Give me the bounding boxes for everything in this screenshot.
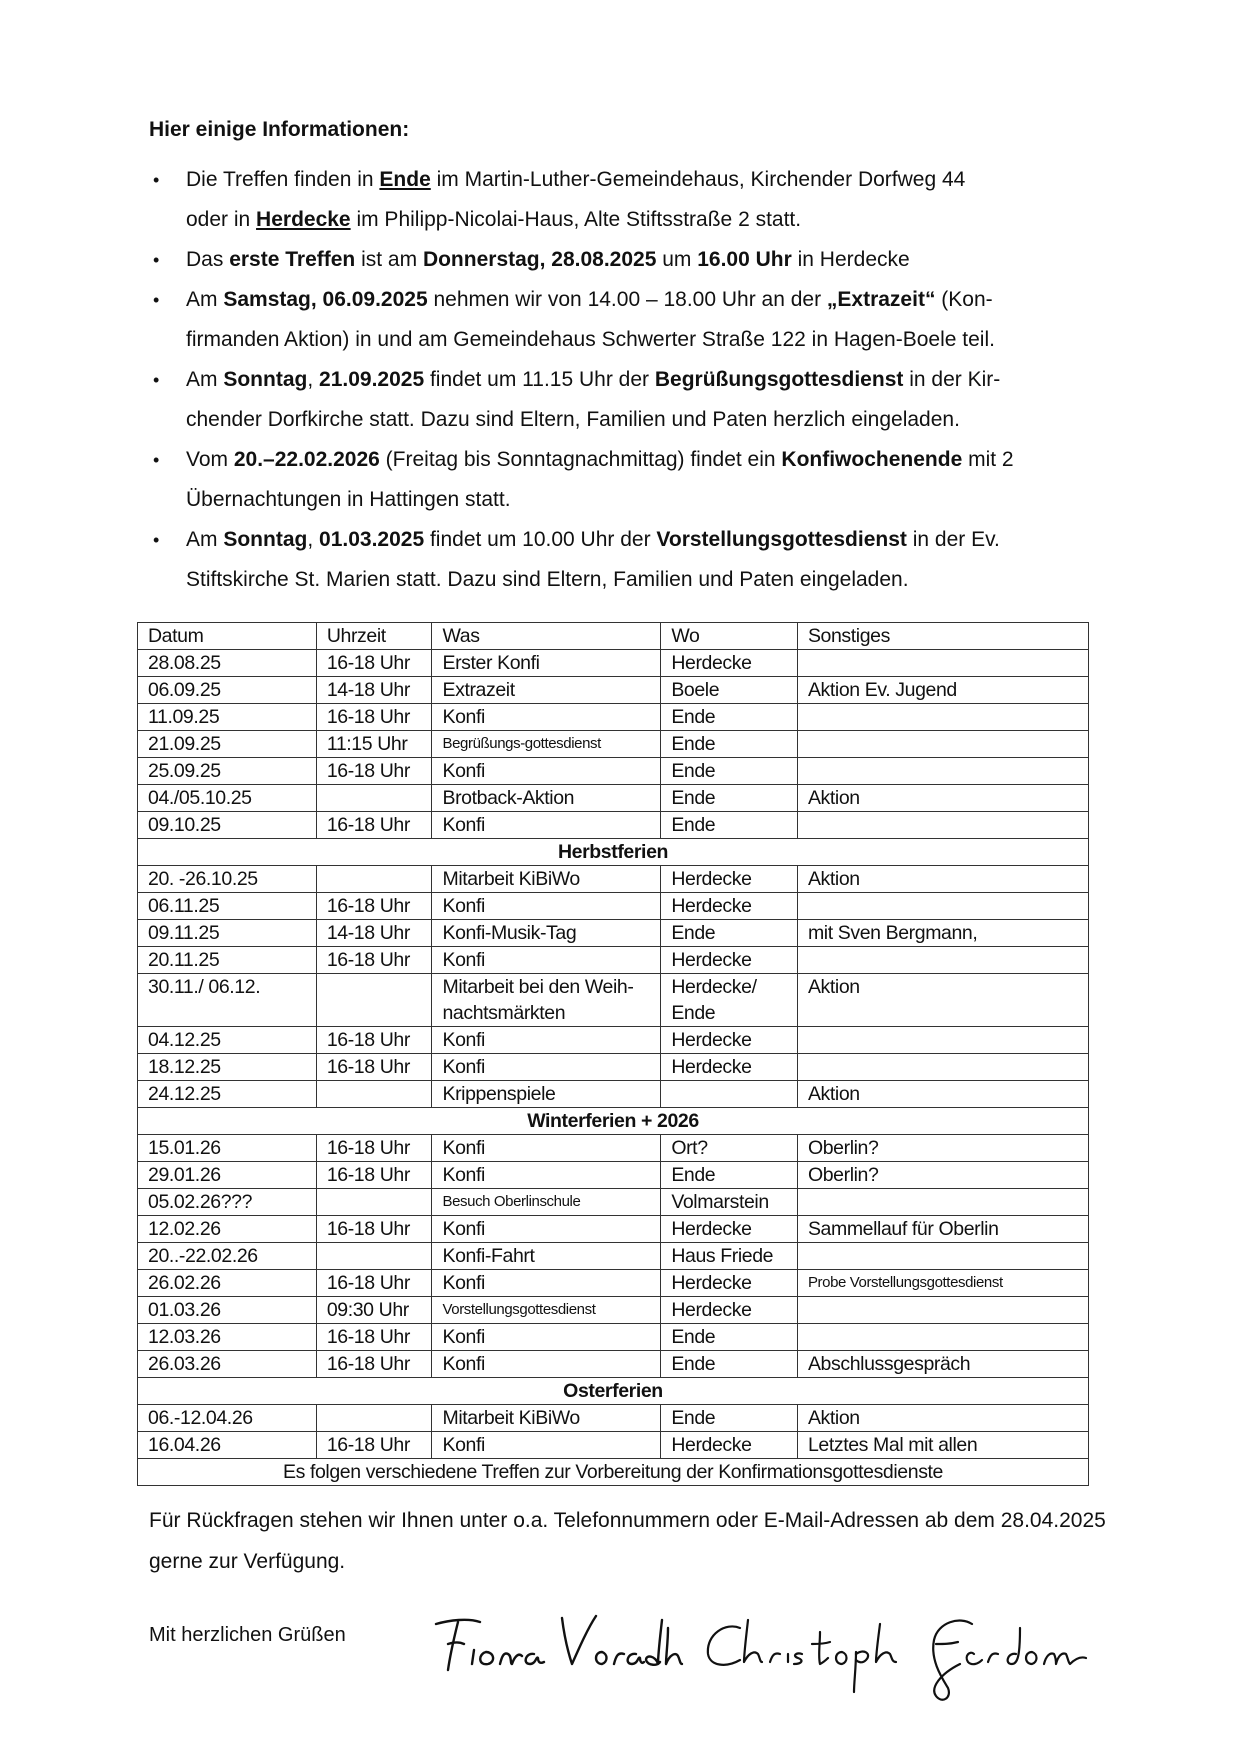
table-body — [138, 650, 1089, 1486]
bullet-bold-text: Donnerstag, 28.08.2025 — [422, 248, 657, 271]
info-bullet-item — [149, 360, 1109, 440]
bullet-text: mit 2 — [962, 448, 1014, 471]
cell-wo: Ende — [661, 1324, 798, 1351]
bullet-bold-text: Samstag, 06.09.2025 — [223, 288, 428, 311]
cell-was: Konfi — [432, 1432, 661, 1459]
cell-wo: Herdecke/ Ende — [661, 974, 798, 1027]
cell-wo: Boele — [661, 677, 798, 704]
cell-sonstiges: Aktion — [797, 866, 1088, 893]
bullet-text: , — [307, 368, 320, 391]
cell-was: Erster Konfi — [432, 650, 661, 677]
cell-sonstiges — [797, 1243, 1088, 1270]
table-section-row — [138, 1378, 1089, 1405]
cell-wo: Ende — [661, 812, 798, 839]
table-row — [138, 1027, 1089, 1054]
cell-datum: 04./05.10.25 — [138, 785, 317, 812]
cell-wo: Herdecke — [661, 1297, 798, 1324]
cell-uhrzeit — [316, 1189, 432, 1216]
cell-was: Brotback-Aktion — [432, 785, 661, 812]
signature-fiona-voradh — [436, 1616, 682, 1670]
bullet-dot-icon: • — [153, 370, 160, 390]
cell-datum: 25.09.25 — [138, 758, 317, 785]
cell-uhrzeit: 11:15 Uhr — [316, 731, 432, 758]
cell-uhrzeit: 16-18 Uhr — [316, 704, 432, 731]
bullet-dot-icon: • — [153, 170, 160, 190]
closing-paragraph: Für Rückfragen stehen wir Ihnen unter o.a. Telefonnummern oder E-Mail-Adressen ab dem 28.04.2025 gerne zur Verfügung. — [149, 1509, 1106, 1573]
cell-was: Konfi — [432, 1351, 661, 1378]
cell-was: Konfi — [432, 1135, 661, 1162]
bullet-bold-text: 01.03.2025 — [319, 528, 425, 551]
cell-datum: 20.11.25 — [138, 947, 317, 974]
cell-wo: Ende — [661, 1162, 798, 1189]
cell-was: Konfi — [432, 758, 661, 785]
cell-uhrzeit — [316, 1405, 432, 1432]
info-bullet-list — [149, 160, 1109, 600]
bullet-text: in der Ev. — [906, 528, 1000, 551]
header-datum: Datum — [138, 623, 317, 650]
cell-wo: Ende — [661, 920, 798, 947]
table-row — [138, 1351, 1089, 1378]
cell-was: Extrazeit — [432, 677, 661, 704]
cell-datum: 26.03.26 — [138, 1351, 317, 1378]
cell-was: Konfi — [432, 947, 661, 974]
cell-datum: 12.03.26 — [138, 1324, 317, 1351]
table-row — [138, 1054, 1089, 1081]
cell-uhrzeit: 16-18 Uhr — [316, 947, 432, 974]
table-row — [138, 785, 1089, 812]
cell-sonstiges — [797, 650, 1088, 677]
bullet-text: Am — [186, 368, 224, 391]
cell-uhrzeit — [316, 974, 432, 1027]
cell-sonstiges: Oberlin? — [797, 1162, 1088, 1189]
cell-sonstiges — [797, 947, 1088, 974]
bullet-dot-icon: • — [153, 530, 160, 550]
cell-wo: Herdecke — [661, 1432, 798, 1459]
schedule-table — [137, 622, 1089, 1486]
info-bullet-item — [149, 520, 1109, 600]
header-sonstiges: Sonstiges — [797, 623, 1088, 650]
cell-sonstiges: Aktion Ev. Jugend — [797, 677, 1088, 704]
table-row — [138, 677, 1089, 704]
bullet-text: findet um 10.00 Uhr der — [424, 528, 657, 551]
cell-uhrzeit: 16-18 Uhr — [316, 1351, 432, 1378]
bullet-text: Das — [186, 248, 230, 271]
cell-was: Konfi — [432, 812, 661, 839]
cell-uhrzeit — [316, 866, 432, 893]
cell-datum: 06.09.25 — [138, 677, 317, 704]
table-row — [138, 1189, 1089, 1216]
bullet-bold-text: Sonntag — [223, 368, 308, 391]
cell-uhrzeit: 16-18 Uhr — [316, 1324, 432, 1351]
bullet-text: Übernachtungen in Hattingen statt. — [186, 488, 511, 511]
bullet-dot-icon: • — [153, 450, 160, 470]
info-bullet-item — [149, 280, 1109, 360]
cell-uhrzeit: 16-18 Uhr — [316, 1432, 432, 1459]
table-row — [138, 1162, 1089, 1189]
section-label: Winterferien + 2026 — [138, 1108, 1089, 1135]
cell-wo: Ende — [661, 758, 798, 785]
table-row — [138, 704, 1089, 731]
cell-wo: Ende — [661, 1351, 798, 1378]
bullet-text: (Kon- — [935, 288, 993, 311]
cell-sonstiges: Aktion — [797, 974, 1088, 1027]
cell-was: Mitarbeit KiBiWo — [432, 1405, 661, 1432]
cell-datum: 05.02.26??? — [138, 1189, 317, 1216]
cell-wo: Herdecke — [661, 1216, 798, 1243]
cell-sonstiges: Aktion — [797, 1081, 1088, 1108]
table-row — [138, 893, 1089, 920]
cell-was: Mitarbeit KiBiWo — [432, 866, 661, 893]
cell-wo: Ende — [661, 704, 798, 731]
cell-sonstiges: Letztes Mal mit allen — [797, 1432, 1088, 1459]
cell-uhrzeit: 16-18 Uhr — [316, 758, 432, 785]
table-footer-note: Es folgen verschiedene Treffen zur Vorbereitung der Konfirmationsgottesdienste — [138, 1459, 1089, 1486]
cell-uhrzeit: 16-18 Uhr — [316, 1027, 432, 1054]
cell-datum: 20..-22.02.26 — [138, 1243, 317, 1270]
cell-datum: 26.02.26 — [138, 1270, 317, 1297]
bullet-text: oder in — [186, 208, 257, 231]
cell-datum: 12.02.26 — [138, 1216, 317, 1243]
cell-sonstiges — [797, 704, 1088, 731]
bullet-bold-text: Vorstellungsgottesdienst — [656, 528, 907, 551]
cell-was: Konfi — [432, 1162, 661, 1189]
cell-sonstiges — [797, 1324, 1088, 1351]
bullet-text: nehmen wir von 14.00 – 18.00 Uhr an der — [427, 288, 827, 311]
cell-uhrzeit: 14-18 Uhr — [316, 677, 432, 704]
table-row — [138, 947, 1089, 974]
cell-datum: 15.01.26 — [138, 1135, 317, 1162]
bullet-text: firmanden Aktion) in und am Gemeindehaus Schwerter Straße 122 in Hagen-Boele teil. — [186, 328, 995, 351]
bullet-text: ist am — [355, 248, 423, 271]
header-was: Was — [432, 623, 661, 650]
cell-sonstiges: Abschlussgespräch — [797, 1351, 1088, 1378]
cell-was: Konfi — [432, 1270, 661, 1297]
signature-image — [430, 1598, 1110, 1708]
table-row — [138, 920, 1089, 947]
cell-datum: 06.-12.04.26 — [138, 1405, 317, 1432]
cell-uhrzeit: 16-18 Uhr — [316, 650, 432, 677]
cell-uhrzeit: 16-18 Uhr — [316, 1135, 432, 1162]
bullet-bold-text: 21.09.2025 — [319, 368, 425, 391]
cell-uhrzeit: 09:30 Uhr — [316, 1297, 432, 1324]
table-section-row — [138, 1108, 1089, 1135]
bullet-bold-text: 20.–22.02.2026 — [233, 448, 380, 471]
cell-sonstiges: mit Sven Bergmann, — [797, 920, 1088, 947]
info-bullet-item — [149, 440, 1109, 520]
cell-sonstiges — [797, 1054, 1088, 1081]
cell-sonstiges — [797, 731, 1088, 758]
table-section-row — [138, 839, 1089, 866]
cell-sonstiges — [797, 1297, 1088, 1324]
cell-datum: 16.04.26 — [138, 1432, 317, 1459]
cell-wo: Herdecke — [661, 893, 798, 920]
bullet-text: im Martin-Luther-Gemeindehaus, Kirchender Dorfweg 44 — [430, 168, 966, 191]
section-label: Herbstferien — [138, 839, 1089, 866]
cell-uhrzeit: 16-18 Uhr — [316, 1216, 432, 1243]
info-bullet-item — [149, 160, 1109, 240]
cell-sonstiges: Sammellauf für Oberlin — [797, 1216, 1088, 1243]
bullet-text: Vom — [186, 448, 234, 471]
cell-datum: 09.11.25 — [138, 920, 317, 947]
signature-christoph-gerdom — [708, 1620, 1086, 1700]
cell-was: Krippenspiele — [432, 1081, 661, 1108]
table-row — [138, 1081, 1089, 1108]
cell-sonstiges: Oberlin? — [797, 1135, 1088, 1162]
table-row — [138, 650, 1089, 677]
table-row — [138, 1405, 1089, 1432]
cell-wo: Ende — [661, 785, 798, 812]
cell-datum: 30.11./ 06.12. — [138, 974, 317, 1027]
cell-sonstiges — [797, 1027, 1088, 1054]
cell-uhrzeit — [316, 785, 432, 812]
bullet-text: in der Kir- — [903, 368, 1001, 391]
bullet-bold-text: erste Treffen — [229, 248, 356, 271]
cell-wo: Volmarstein — [661, 1189, 798, 1216]
cell-wo: Herdecke — [661, 947, 798, 974]
cell-datum: 01.03.26 — [138, 1297, 317, 1324]
bullet-dot-icon: • — [153, 290, 160, 310]
cell-uhrzeit: 16-18 Uhr — [316, 893, 432, 920]
table-row — [138, 758, 1089, 785]
cell-datum: 28.08.25 — [138, 650, 317, 677]
cell-datum: 21.09.25 — [138, 731, 317, 758]
cell-was: Konfi-Musik-Tag — [432, 920, 661, 947]
bullet-text: (Freitag bis Sonntagnachmittag) findet ein — [379, 448, 782, 471]
bullet-bold-text: 16.00 Uhr — [697, 248, 792, 271]
table-header-row — [138, 623, 1089, 650]
bullet-text: in Herdecke — [791, 248, 910, 271]
bullet-text: Am — [186, 288, 224, 311]
table-row — [138, 1216, 1089, 1243]
table-row — [138, 974, 1089, 1027]
bullet-text: findet um 11.15 Uhr der — [424, 368, 655, 391]
table-row — [138, 866, 1089, 893]
cell-was: Konfi — [432, 893, 661, 920]
cell-datum: 04.12.25 — [138, 1027, 317, 1054]
cell-was: Begrüßungs-gottesdienst — [432, 731, 661, 758]
bullet-bold-text: Herdecke — [256, 208, 351, 231]
bullet-bold-text: Begrüßungsgottesdienst — [654, 368, 904, 391]
cell-datum: 20. -26.10.25 — [138, 866, 317, 893]
bullet-text: Am — [186, 528, 224, 551]
cell-uhrzeit: 16-18 Uhr — [316, 1270, 432, 1297]
bullet-text: Stiftskirche St. Marien statt. Dazu sind Eltern, Familien und Paten eingeladen. — [186, 568, 909, 591]
cell-datum: 29.01.26 — [138, 1162, 317, 1189]
table-row — [138, 731, 1089, 758]
bullet-text: , — [307, 528, 320, 551]
cell-wo: Herdecke — [661, 1054, 798, 1081]
bullet-bold-text: Ende — [379, 168, 431, 191]
table-row — [138, 1432, 1089, 1459]
section-label: Osterferien — [138, 1378, 1089, 1405]
cell-was: Vorstellungsgottesdienst — [432, 1297, 661, 1324]
cell-wo: Herdecke — [661, 1027, 798, 1054]
header-uhrzeit: Uhrzeit — [316, 623, 432, 650]
cell-uhrzeit: 16-18 Uhr — [316, 1054, 432, 1081]
cell-sonstiges — [797, 758, 1088, 785]
cell-wo: Herdecke — [661, 1270, 798, 1297]
bullet-bold-text: „Extrazeit“ — [826, 288, 936, 311]
cell-uhrzeit — [316, 1243, 432, 1270]
table-row — [138, 1324, 1089, 1351]
cell-sonstiges: Probe Vorstellungsgottesdienst — [797, 1270, 1088, 1297]
cell-datum: 24.12.25 — [138, 1081, 317, 1108]
cell-wo: Haus Friede — [661, 1243, 798, 1270]
greeting-text: Mit herzlichen Grüßen — [149, 1624, 346, 1646]
cell-was: Konfi — [432, 1216, 661, 1243]
cell-uhrzeit: 16-18 Uhr — [316, 812, 432, 839]
cell-was: Besuch Oberlinschule — [432, 1189, 661, 1216]
cell-sonstiges — [797, 1189, 1088, 1216]
bullet-text: chender Dorfkirche statt. Dazu sind Eltern, Familien und Paten herzlich eingeladen. — [186, 408, 960, 431]
table-row — [138, 1270, 1089, 1297]
cell-wo: Ort? — [661, 1135, 798, 1162]
cell-uhrzeit: 14-18 Uhr — [316, 920, 432, 947]
cell-sonstiges: Aktion — [797, 785, 1088, 812]
table-row — [138, 1297, 1089, 1324]
bullet-dot-icon: • — [153, 250, 160, 270]
cell-datum: 18.12.25 — [138, 1054, 317, 1081]
bullet-bold-text: Sonntag — [223, 528, 308, 551]
bullet-text: um — [656, 248, 698, 271]
cell-datum: 11.09.25 — [138, 704, 317, 731]
cell-sonstiges: Aktion — [797, 1405, 1088, 1432]
cell-sonstiges — [797, 812, 1088, 839]
cell-datum: 06.11.25 — [138, 893, 317, 920]
cell-uhrzeit: 16-18 Uhr — [316, 1162, 432, 1189]
cell-wo — [661, 1081, 798, 1108]
cell-wo: Herdecke — [661, 650, 798, 677]
cell-was: Konfi — [432, 704, 661, 731]
table-row — [138, 1135, 1089, 1162]
table-footer-row — [138, 1459, 1089, 1486]
cell-wo: Ende — [661, 1405, 798, 1432]
cell-was: Konfi — [432, 1324, 661, 1351]
table-row — [138, 1243, 1089, 1270]
info-heading: Hier einige Informationen: — [149, 118, 410, 141]
cell-was: Konfi — [432, 1027, 661, 1054]
cell-wo: Herdecke — [661, 866, 798, 893]
table-row — [138, 812, 1089, 839]
cell-was: Konfi — [432, 1054, 661, 1081]
cell-was: Konfi-Fahrt — [432, 1243, 661, 1270]
cell-uhrzeit — [316, 1081, 432, 1108]
cell-was: Mitarbeit bei den Weih-nachtsmärkten — [432, 974, 661, 1027]
bullet-text: Die Treffen finden in — [186, 168, 380, 191]
bullet-bold-text: Konfiwochenende — [781, 448, 963, 471]
cell-sonstiges — [797, 893, 1088, 920]
cell-wo: Ende — [661, 731, 798, 758]
cell-datum: 09.10.25 — [138, 812, 317, 839]
header-wo: Wo — [661, 623, 798, 650]
info-bullet-item — [149, 240, 1109, 280]
bullet-text: im Philipp-Nicolai-Haus, Alte Stiftsstraße 2 statt. — [350, 208, 802, 231]
